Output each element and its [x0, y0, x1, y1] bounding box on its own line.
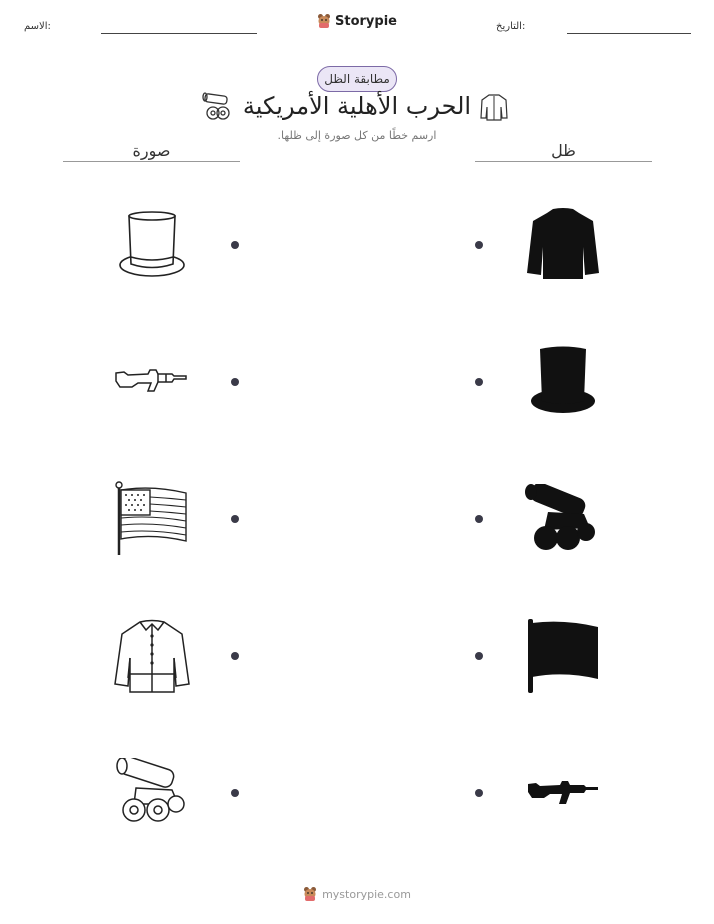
date-line[interactable]: [567, 33, 691, 34]
date-label: التاريخ:: [496, 21, 526, 32]
picture-column-header: صورة: [132, 141, 171, 160]
instruction-text: ارسم خطًا من كل صورة إلى ظلها.: [277, 129, 437, 142]
brand: [0, 13, 714, 29]
picture-dot-4[interactable]: [231, 652, 239, 660]
shadow-column-header: ظل: [551, 141, 576, 160]
top-hat-icon[interactable]: [116, 209, 188, 281]
footer: [0, 886, 714, 902]
american-flag-icon[interactable]: [112, 481, 190, 557]
picture-dot-2[interactable]: [231, 378, 239, 386]
page-title: الحرب الأهلية الأمريكية: [242, 92, 472, 120]
activity-badge: مطابقة الظل: [317, 66, 397, 92]
picture-dot-3[interactable]: [231, 515, 239, 523]
coat-shadow-icon[interactable]: [523, 207, 603, 281]
flag-shadow-icon[interactable]: [524, 617, 602, 693]
picture-dot-1[interactable]: [231, 241, 239, 249]
coat-title-icon: [479, 92, 509, 122]
shadow-dot-1[interactable]: [475, 241, 483, 249]
cannon-shadow-icon[interactable]: [524, 484, 602, 552]
brand-name: Storypie: [335, 13, 397, 29]
footer-site-link[interactable]: mystorypie.com: [322, 887, 411, 901]
rifle-icon[interactable]: [114, 365, 188, 397]
name-line[interactable]: [101, 33, 257, 34]
cannon-icon[interactable]: [114, 758, 190, 826]
picture-column-rule: [63, 161, 240, 162]
shadow-dot-5[interactable]: [475, 789, 483, 797]
name-label: الاسم:: [24, 21, 51, 32]
storypie-logo-icon: [317, 13, 331, 29]
top-hat-shadow-icon[interactable]: [528, 345, 598, 417]
shadow-column-rule: [475, 161, 652, 162]
shadow-dot-3[interactable]: [475, 515, 483, 523]
rifle-shadow-icon[interactable]: [526, 776, 600, 808]
picture-dot-5[interactable]: [231, 789, 239, 797]
military-coat-icon[interactable]: [112, 618, 192, 694]
shadow-dot-2[interactable]: [475, 378, 483, 386]
storypie-footer-logo-icon: [303, 886, 317, 902]
shadow-dot-4[interactable]: [475, 652, 483, 660]
